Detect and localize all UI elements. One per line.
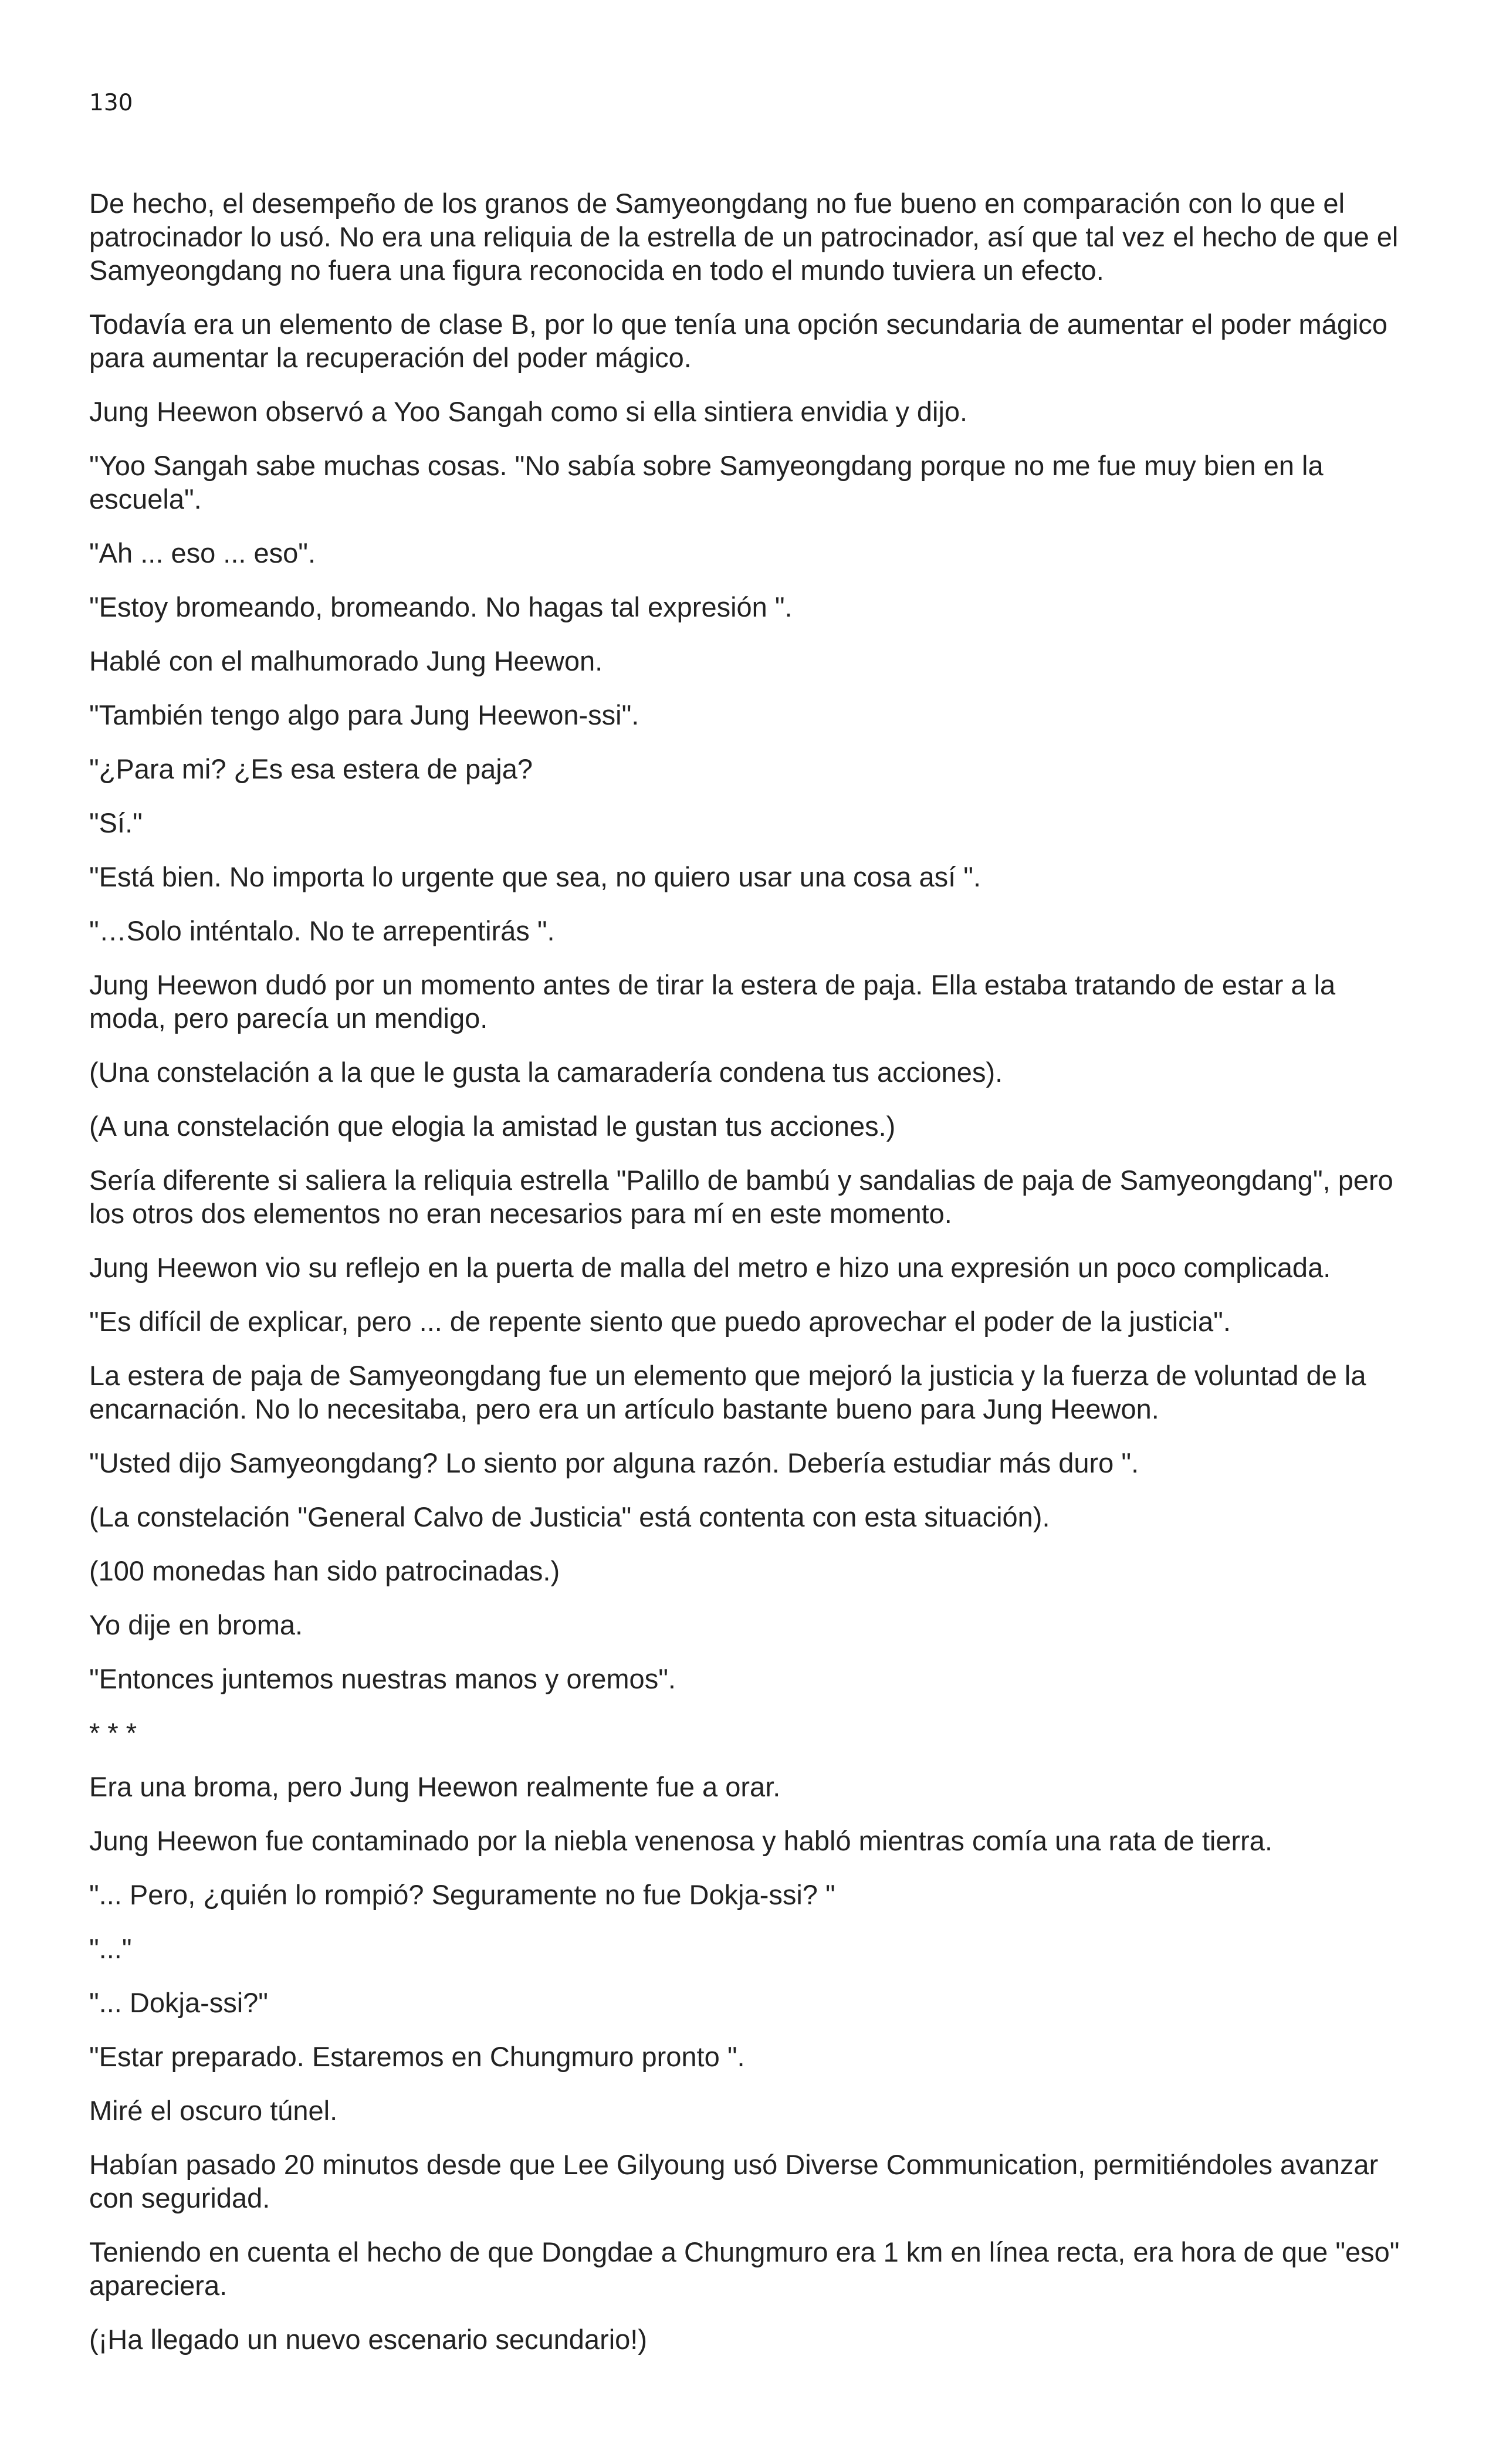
paragraph: De hecho, el desempeño de los granos de Samyeongdang no fue bueno en comparación con lo que el patrocinador lo usó. No era una reliquia de la estrella de un patrocinador, así que tal vez el hecho de que el Samyeongdang no fuera una figura reconocida en todo el mundo tuviera un efecto. [89,188,1399,286]
paragraph: Miré el oscuro túnel. [89,2095,338,2126]
paragraph: "Es difícil de explicar, pero ... de repente siento que puedo aprovechar el poder de la justicia". [89,1306,1231,1337]
document-body [89,187,1409,2377]
paragraph: Jung Heewon dudó por un momento antes de tirar la estera de paja. Ella estaba tratando de estar a la moda, pero parecía un mendigo. [89,969,1336,1034]
paragraph: (A una constelación que elogia la amistad le gustan tus acciones.) [89,1111,896,1142]
paragraph: Yo dije en broma. [89,1609,303,1640]
paragraph: "Entonces juntemos nuestras manos y oremos". [89,1663,676,1694]
paragraph: Sería diferente si saliera la reliquia estrella "Palillo de bambú y sandalias de paja de Samyeongdang", pero los otros dos elementos no eran necesarios para mí en este momento. [89,1165,1393,1229]
paragraph: Era una broma, pero Jung Heewon realmente fue a orar. [89,1771,781,1802]
paragraph: "Está bien. No importa lo urgente que sea, no quiero usar una cosa así ". [89,861,981,892]
paragraph: "También tengo algo para Jung Heewon-ssi". [89,699,639,730]
paragraph: "... Pero, ¿quién lo rompió? Seguramente no fue Dokja-ssi? " [89,1879,835,1910]
page-number: 130 [89,90,133,116]
paragraph: La estera de paja de Samyeongdang fue un elemento que mejoró la justicia y la fuerza de voluntad de la encarnación. No lo necesitaba, pero era un artículo bastante bueno para Jung Heewon. [89,1360,1366,1424]
paragraph: "¿Para mi? ¿Es esa estera de paja? [89,753,533,784]
paragraph: "..." [89,1933,132,1964]
paragraph: * * * [89,1717,137,1748]
paragraph: Jung Heewon observó a Yoo Sangah como si ella sintiera envidia y dijo. [89,396,968,427]
paragraph: "Ah ... eso ... eso". [89,537,316,568]
paragraph: "Usted dijo Samyeongdang? Lo siento por alguna razón. Debería estudiar más duro ". [89,1447,1139,1478]
paragraph: Jung Heewon fue contaminado por la niebla venenosa y habló mientras comía una rata de tierra. [89,1825,1273,1856]
paragraph: "…Solo inténtalo. No te arrepentirás ". [89,915,555,946]
paragraph: "Estoy bromeando, bromeando. No hagas tal expresión ". [89,591,793,622]
paragraph: Teniendo en cuenta el hecho de que Dongdae a Chungmuro era 1 km en línea recta, era hora de que "eso" apareciera. [89,2236,1400,2301]
paragraph: "... Dokja-ssi?" [89,1987,268,2018]
paragraph: Todavía era un elemento de clase B, por lo que tenía una opción secundaria de aumentar el poder mágico para aumentar la recuperación del poder mágico. [89,309,1388,373]
paragraph: "Estar preparado. Estaremos en Chungmuro pronto ". [89,2041,745,2072]
paragraph: "Yoo Sangah sabe muchas cosas. "No sabía sobre Samyeongdang porque no me fue muy bien en la escuela". [89,450,1324,515]
paragraph: Hablé con el malhumorado Jung Heewon. [89,645,603,676]
paragraph: (Una constelación a la que le gusta la camaradería condena tus acciones). [89,1057,1003,1088]
paragraph: Habían pasado 20 minutos desde que Lee Gilyoung usó Diverse Communication, permitiéndoles avanzar con seguridad. [89,2149,1379,2213]
paragraph: (La constelación "General Calvo de Justicia" está contenta con esta situación). [89,1501,1050,1532]
paragraph: "Sí." [89,807,143,838]
paragraph: Jung Heewon vio su reflejo en la puerta de malla del metro e hizo una expresión un poco complicada. [89,1252,1331,1283]
paragraph: (100 monedas han sido patrocinadas.) [89,1555,560,1586]
paragraph: (¡Ha llegado un nuevo escenario secundario!) [89,2324,648,2355]
